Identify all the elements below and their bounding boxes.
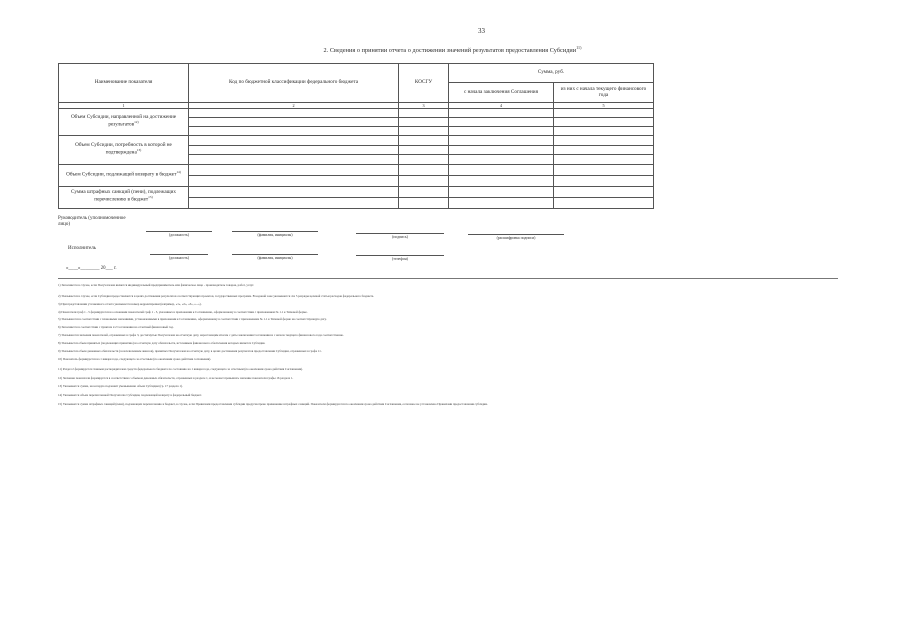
footnote: 2) Указывается в случае, если Субсидия предоставляется в целях достижения результатов соответствующих проектов, государственных программ. В кодовой зоне указываются 4 и 5 разряды целевой статьи расходов федерального бюджета. [58,294,374,298]
footnote: 6) Заполняется в соответствии с пунктом 2.2 Соглашения на отчетный финансовый год. [58,325,174,329]
table-cell[interactable] [554,109,654,118]
head-label: Руководитель (уполномоченное лицо) [58,216,126,227]
table-cell[interactable] [449,164,554,175]
table-cell[interactable] [449,118,554,127]
table-cell[interactable] [189,155,399,165]
table-cell[interactable] [554,155,654,165]
position-caption: (должность) [169,233,189,237]
table-cell[interactable] [449,186,554,197]
table-cell[interactable] [399,197,449,208]
footnote: 12) Значение показателя формируется в соответствии с объемом денежных обязательств, отраженных в разделе 1, и не может превышать значение показателя графы 16 раздела 1. [58,376,294,380]
row-label-cell [59,164,189,186]
row-label: Объем Субсидии, потребность в которой не подтверждена [75,141,172,156]
table-cell[interactable] [399,136,449,146]
footnote: 15) Указывается сумма штрафных санкций (пени), подлежащих перечислению в бюджет, в случае, если Правилами предоставления субсидии предусмотрено применение штрафных санкций. Показатели формируются по окончании срока действия Соглашения, если иное не установлено Правилами предоставления субсидии. [58,402,488,406]
col-number: 2 [189,103,399,109]
date-line[interactable]: «____»________ 20___ г. [66,266,117,271]
footnote: 4) Показатели граф 1 - 5 формируются на основании показателей граф 1 - 5, указанных в приложении к Соглашению, оформленному в соответствии с приложением № 1.1 к Типовой форме. [58,310,308,314]
row-label-cell [59,186,189,208]
executor-label: Исполнитель [68,246,96,251]
table-row [59,136,654,146]
table-cell[interactable] [554,136,654,146]
col-sum-header: Сумма, руб. [449,64,654,83]
table-cell[interactable] [554,118,654,127]
footnote: 5) Указываются в соответствии с плановыми значениями, установленными в приложении к Соглашению, оформленному в соответствии с приложением № 1.1 к Типовой форме на соответствующую дату. [58,317,327,321]
col-indicator-header: Наименование показателя [59,64,189,103]
table-cell[interactable] [189,186,399,197]
row-label: Объем Субсидии, направленной на достижение результатов [70,114,177,128]
footnote: 11) Раздел 2 формируется главным распорядителем средств федерального бюджета по состоянию на 1 января года, следующего за отчетным (по окончании срока действия Соглашения). [58,367,303,371]
title-footnote-ref: 11) [576,45,582,50]
table-cell[interactable] [449,127,554,136]
table-cell[interactable] [554,175,654,186]
table-cell[interactable] [399,118,449,127]
row-footnote-ref: 12) [134,120,139,125]
table-cell[interactable] [189,127,399,136]
table-cell[interactable] [399,127,449,136]
table-cell[interactable] [554,186,654,197]
table-row [59,109,654,118]
table-cell[interactable] [554,164,654,175]
signature-decode-caption: (расшифровка подписи) [496,236,536,240]
footnote-separator [58,278,838,279]
row-label-cell [59,109,189,136]
table-cell[interactable] [554,145,654,155]
table-cell[interactable] [399,109,449,118]
table-cell[interactable] [449,109,554,118]
row-label: Сумма штрафных санкций (пени), подлежащих перечислению в бюджет [71,189,176,203]
col-number: 4 [449,103,554,109]
table-cell[interactable] [449,145,554,155]
footnote: 7) Указываются значения показателей, отраженных в графе 3, достигнутые Получателем на отчетную дату, нарастающим итогом с даты заключения Соглашения и с начала текущего финансового года соответственно. [58,333,344,337]
table-row [59,164,654,175]
table-cell[interactable] [189,175,399,186]
col-kosgu-header: КОСГУ [399,64,449,103]
table-cell[interactable] [189,197,399,208]
footnote: 9) Указывается объем денежных обязательств (за исключением авансов), принятых Получателем на отчетную дату, в целях достижения результатов предоставления Субсидии, отраженных в графе 11. [58,349,322,353]
table-cell[interactable] [449,136,554,146]
executor-position-caption: (должность) [169,256,189,260]
executor-position-line[interactable] [150,254,208,255]
table-cell[interactable] [399,164,449,175]
executor-phone-line[interactable] [356,255,444,256]
table-cell[interactable] [449,155,554,165]
row-label: Объем Субсидии, подлежащей возврату в бюджет [66,171,177,178]
table-cell[interactable] [399,155,449,165]
table-cell[interactable] [189,145,399,155]
table-cell[interactable] [449,175,554,186]
row-footnote-ref: 15) [148,195,153,200]
footnote: 8) Указывается объем принятых (подлежащих принятию) на отчетную дату обязательств, источником финансового обеспечения которых является Субсидия. [58,341,266,345]
footnote: 13) Указывается сумма, на которую подлежит уменьшению объем Субсидии (гр. 17 раздела 1). [58,384,183,388]
table-cell[interactable] [189,164,399,175]
col-number: 5 [554,103,654,109]
row-footnote-ref: 14) [176,170,181,175]
name-caption: (фамилия, инициалы) [257,233,293,237]
footnote: 3) При представлении уточненного отчета указывается номер корректировки (например, «1», «2», «3», «...»). [58,302,202,306]
col-sum-start-header: с начала заключения Соглашения [449,83,554,103]
table-cell[interactable] [399,186,449,197]
section-title-text: 2. Сведения о принятии отчета о достижении значений результатов предоставления Субсидии [323,47,577,55]
name-line[interactable] [232,231,318,232]
col-number: 3 [399,103,449,109]
col-budget-code-header: Код по бюджетной классификации федерального бюджета [189,64,399,103]
table-cell[interactable] [554,197,654,208]
results-table [58,63,654,209]
executor-phone-caption: (телефон) [392,257,408,261]
table-row [59,186,654,197]
col-number: 1 [59,103,189,109]
page-number: 33 [478,27,485,35]
signature-caption: (подпись) [392,235,408,239]
table-cell[interactable] [189,109,399,118]
section-title [0,45,905,54]
header-row [59,64,654,83]
table-cell[interactable] [399,145,449,155]
row-label-cell [59,136,189,165]
table-cell[interactable] [189,118,399,127]
table-cell[interactable] [189,136,399,146]
table-cell[interactable] [449,197,554,208]
table-cell[interactable] [399,175,449,186]
executor-name-line[interactable] [232,254,318,255]
position-line[interactable] [146,231,212,232]
signature-decode-line[interactable] [468,234,564,235]
col-sum-year-header: из них с начала текущего финансового года [554,83,654,103]
table-cell[interactable] [554,127,654,136]
signature-line[interactable] [356,233,444,234]
footnote: 14) Указывается объем перечисленной Получателю Субсидии, подлежащей возврату в федеральный бюджет. [58,393,202,397]
footnote: 1) Заполняется в случае, если Получателем является индивидуальный предприниматель или физическое лицо - производитель товаров, работ, услуг. [58,283,255,287]
executor-name-caption: (фамилия, инициалы) [257,256,293,260]
row-footnote-ref: 13) [136,147,142,152]
footnote: 10) Показатель формируется на 1 января года, следующего за отчетным (по окончании срока действия соглашения). [58,357,212,361]
